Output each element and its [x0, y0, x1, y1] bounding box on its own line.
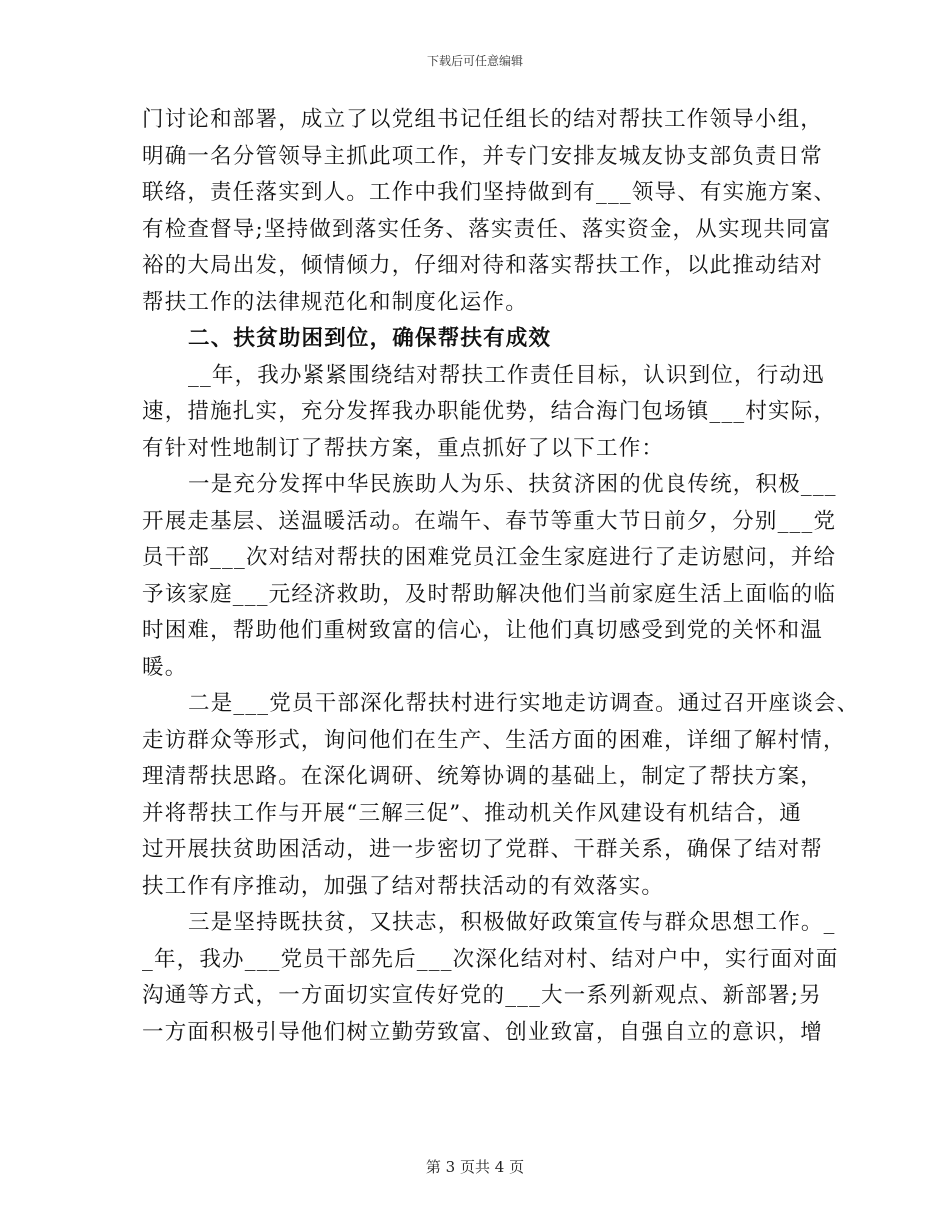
text-line: 开展走基层、送温暖活动。在端午、春节等重大节日前夕，分别___党	[142, 508, 837, 534]
section-heading: 二、扶贫助困到位，确保帮扶有成效	[188, 326, 552, 351]
text-line: 明确一名分管领导主抓此项工作，并专门安排友城友协支部负责日常	[142, 143, 824, 169]
text-line: 有针对性地制订了帮扶方案，重点抓好了以下工作：	[142, 435, 665, 461]
text-line: 一方面积极引导他们树立勤劳致富、创业致富，自强自立的意识，增	[142, 1019, 824, 1045]
text-line: 走访群众等形式，询问他们在生产、生活方面的困难，详细了解村情，	[142, 727, 846, 753]
text-line: _年，我办___党员干部先后___次深化结对村、结对户中，实行面对面	[142, 946, 839, 972]
text-line: 裕的大局出发，倾情倾力，仔细对待和落实帮扶工作，以此推动结对	[142, 253, 824, 278]
text-line: 联络，责任落实到人。工作中我们坚持做到有___领导、有实施方案、	[142, 180, 837, 205]
text-line: 理清帮扶思路。在深化调研、统筹协调的基础上，制定了帮扶方案，	[142, 764, 824, 789]
text-line: 予该家庭___元经济救助，及时帮助解决他们当前家庭生活上面临的临	[142, 581, 837, 607]
text-line: __年，我办紧紧围绕结对帮扶工作责任目标，认识到位，行动迅	[188, 362, 825, 388]
text-line: 沟通等方式，一方面切实宣传好党的___大一系列新观点、新部署;另	[142, 983, 822, 1008]
text-line: 二是___党员干部深化帮扶村进行实地走访调查。通过召开座谈会、	[188, 691, 860, 716]
text-line: 并将帮扶工作与开展“三解三促”、推动机关作风建设有机结合，通	[142, 800, 802, 826]
text-line: 有检查督导;坚持做到落实任务、落实责任、落实资金，从实现共同富	[142, 216, 832, 242]
text-line: 三是坚持既扶贫，又扶志，积极做好政策宣传与群众思想工作。_	[188, 910, 836, 935]
text-line: 一是充分发挥中华民族助人为乐、扶贫济困的优良传统，积极___	[188, 472, 837, 497]
text-line: 帮扶工作的法律规范化和制度化运作。	[142, 289, 528, 315]
page-header-note: 下载后可任意编辑	[426, 54, 523, 68]
text-line: 扶工作有序推动，加强了结对帮扶活动的有效落实。	[142, 873, 665, 899]
text-line: 员干部___次对结对帮扶的困难党员江金生家庭进行了走访慰问，并给	[142, 545, 837, 570]
text-line: 速，措施扎实，充分发挥我办职能优势，结合海门包场镇___村实际，	[142, 399, 837, 424]
page-number: 第 3 页共 4 页	[425, 1158, 525, 1176]
text-line: 时困难，帮助他们重树致富的信心，让他们真切感受到党的关怀和温	[142, 618, 824, 643]
text-line: 门讨论和部署，成立了以党组书记任组长的结对帮扶工作领导小组，	[142, 107, 824, 132]
text-line: 暖。	[142, 654, 188, 680]
text-line: 过开展扶贫助困活动，进一步密切了党群、干群关系，确保了结对帮	[142, 837, 824, 862]
document-body	[142, 102, 860, 1051]
